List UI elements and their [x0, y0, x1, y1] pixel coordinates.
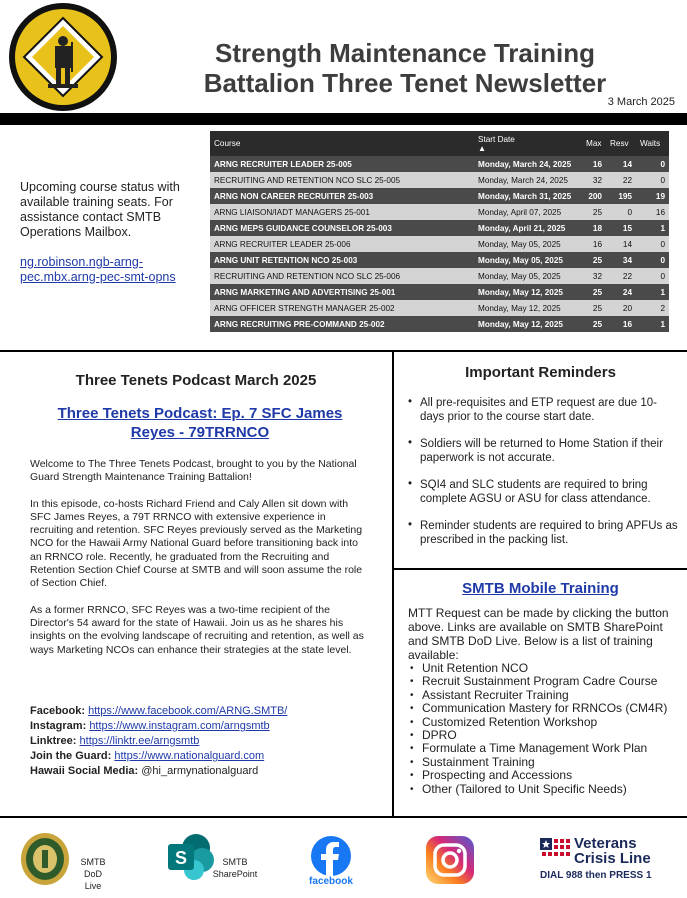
- list-item: • Other (Tailored to Unit Specific Needs): [410, 783, 680, 796]
- list-item: • SQI4 and SLC students are required to bring complete AGSU or ASU for class attendance.: [408, 478, 678, 506]
- cell-max: 16: [582, 156, 606, 172]
- podcast-episode-link[interactable]: Three Tenets Podcast: Ep. 7 SFC James Reyes - 79TRRNCO: [57, 405, 343, 441]
- svg-text:S: S: [174, 848, 188, 868]
- table-row: [210, 284, 669, 300]
- course-table-body: [210, 156, 669, 332]
- important-reminders-section: [394, 354, 687, 568]
- course-status-table: [210, 131, 669, 332]
- cell-max: 25: [582, 204, 606, 220]
- cell-max: 32: [582, 268, 606, 284]
- vcl-line3: DIAL 988 then PRESS 1: [540, 870, 652, 881]
- facebook-icon[interactable]: [311, 836, 351, 876]
- sort-ascending-icon: ▲: [478, 143, 487, 153]
- list-item: • Formulate a Time Management Work Plan: [410, 742, 680, 755]
- cell-start-date: Monday, April 21, 2025: [474, 220, 582, 236]
- cell-course: RECRUITING AND RETENTION NCO SLC 25-006: [210, 268, 474, 284]
- cell-course: ARNG UNIT RETENTION NCO 25-003: [210, 252, 474, 268]
- list-item: • Prospecting and Accessions: [410, 769, 680, 782]
- linktree-link[interactable]: https://linktr.ee/arngsmtb: [79, 735, 200, 747]
- list-item: • Sustainment Training: [410, 756, 680, 769]
- reminders-list: [408, 396, 678, 560]
- vcl-flag-icon: [540, 838, 570, 868]
- footer: [0, 818, 687, 898]
- table-header-row: [210, 131, 669, 156]
- cell-course: ARNG RECRUITING PRE-COMMAND 25-002: [210, 316, 474, 332]
- cell-max: 32: [582, 172, 606, 188]
- cell-course: ARNG RECRUITER LEADER 25-006: [210, 236, 474, 252]
- cell-start-date: Monday, May 12, 2025: [474, 284, 582, 300]
- list-item: • Unit Retention NCO: [410, 662, 680, 675]
- cell-waits: 1: [636, 284, 669, 300]
- cell-course: ARNG MARKETING AND ADVERTISING 25-001: [210, 284, 474, 300]
- cell-course: ARNG LIAISON/IADT MANAGERS 25-001: [210, 204, 474, 220]
- column-header-start-date[interactable]: Start Date ▲: [474, 131, 582, 156]
- header-divider-bar: [0, 113, 687, 125]
- instagram-link[interactable]: https://www.instagram.com/arngsmtb: [89, 720, 270, 732]
- cell-resv: 20: [606, 300, 636, 316]
- table-row: [210, 188, 669, 204]
- social-link-instagram: Instagram: https://www.instagram.com/arngsmtb: [30, 720, 270, 732]
- cell-max: 25: [582, 316, 606, 332]
- reminders-title: Important Reminders: [465, 364, 616, 381]
- list-item: • DPRO: [410, 729, 680, 742]
- cell-max: 25: [582, 300, 606, 316]
- social-link-linktree: Linktree: https://linktr.ee/arngsmtb: [30, 735, 200, 747]
- list-item: • Soldiers will be returned to Home Station if their paperwork is not accurate.: [408, 437, 678, 465]
- cell-waits: 0: [636, 156, 669, 172]
- cell-start-date: Monday, April 07, 2025: [474, 204, 582, 220]
- podcast-description: [30, 458, 370, 670]
- sharepoint-label: SMTB SharePoint: [212, 857, 258, 879]
- list-item: • Communication Mastery for RRNCOs (CM4R): [410, 702, 680, 715]
- table-row: [210, 268, 669, 284]
- facebook-label: facebook: [309, 876, 353, 887]
- cell-waits: 0: [636, 252, 669, 268]
- table-row: [210, 236, 669, 252]
- column-header-max[interactable]: Max: [582, 131, 606, 156]
- cell-resv: 195: [606, 188, 636, 204]
- cell-resv: 22: [606, 268, 636, 284]
- cell-resv: 0: [606, 204, 636, 220]
- cell-course: ARNG RECRUITER LEADER 25-005: [210, 156, 474, 172]
- cell-resv: 34: [606, 252, 636, 268]
- course-status-intro: [20, 180, 200, 285]
- section-divider: [0, 350, 687, 352]
- hawaii-social-handle: @hi_armynationalguard: [141, 765, 259, 777]
- training-list: [410, 662, 680, 796]
- cell-max: 200: [582, 188, 606, 204]
- table-row: [210, 300, 669, 316]
- table-row: [210, 204, 669, 220]
- cell-waits: 2: [636, 300, 669, 316]
- cell-waits: 1: [636, 316, 669, 332]
- cell-course: ARNG OFFICER STRENGTH MANAGER 25-002: [210, 300, 474, 316]
- mobile-training-link[interactable]: SMTB Mobile Training: [462, 580, 619, 597]
- newsletter-title: Strength Maintenance Training Battalion Three Tenet Newsletter: [203, 38, 607, 98]
- cell-start-date: Monday, May 12, 2025: [474, 300, 582, 316]
- cell-start-date: Monday, March 24, 2025: [474, 172, 582, 188]
- list-item: • Customized Retention Workshop: [410, 716, 680, 729]
- veterans-crisis-line-logo[interactable]: [540, 835, 680, 884]
- cell-resv: 16: [606, 316, 636, 332]
- smtb-seal-logo: [8, 2, 118, 112]
- cell-start-date: Monday, May 05, 2025: [474, 236, 582, 252]
- list-item: • Recruit Sustainment Program Cadre Course: [410, 675, 680, 688]
- table-row: [210, 156, 669, 172]
- podcast-paragraph: In this episode, co-hosts Richard Friend and Caly Allen sit down with SFC James Reyes, a 79T RRNCO with extensive experience in recruiting and retention. SFC Reyes previously served as the Marketing NCO for the Hawaii Army National Guard before transitioning back into an RRNCO role. Recently, he graduated from the Recruiting and Retention Section Chief Course at SMTB and will soon assume the role of Section Chief.: [30, 497, 363, 590]
- table-row: [210, 316, 669, 332]
- vcl-line1: Veterans: [574, 835, 637, 852]
- vcl-line2: Crisis Line: [574, 850, 651, 867]
- cell-max: 25: [582, 252, 606, 268]
- cell-waits: 0: [636, 268, 669, 284]
- cell-start-date: Monday, May 05, 2025: [474, 252, 582, 268]
- social-link-join-guard: Join the Guard: https://www.nationalguard.com: [30, 750, 265, 762]
- cell-course: ARNG NON CAREER RECRUITER 25-003: [210, 188, 474, 204]
- cell-resv: 15: [606, 220, 636, 236]
- mobile-training-intro: MTT Request can be made by clicking the button above. Links are available on SMTB SharePoint and SMTB DoD Live. Below is a list of training available:: [408, 606, 669, 662]
- list-item: • Reminder students are required to bring APFUs as prescribed in the packing list.: [408, 519, 678, 547]
- table-row: [210, 220, 669, 236]
- cell-course: ARNG MEPS GUIDANCE COUNSELOR 25-003: [210, 220, 474, 236]
- join-guard-link[interactable]: https://www.nationalguard.com: [114, 750, 265, 762]
- instagram-icon[interactable]: [426, 836, 474, 884]
- newsletter-header: [0, 0, 687, 116]
- podcast-section: [0, 354, 392, 816]
- sharepoint-icon[interactable]: [166, 832, 216, 882]
- cell-waits: 16: [636, 204, 669, 220]
- mobile-training-section: [394, 570, 687, 816]
- podcast-paragraph: As a former RRNCO, SFC Reyes was a two-time recipient of the Director's 54 award for the state of Hawaii. Join us as he shares his insights on the evolving landscape of recruiting and retention, as well as ways Marketing NCOs can enhance their strategies at the state level.: [30, 603, 364, 656]
- cell-resv: 24: [606, 284, 636, 300]
- cell-start-date: Monday, March 31, 2025: [474, 188, 582, 204]
- list-item: • All pre-requisites and ETP request are due 10-days prior to the course start date.: [408, 396, 678, 424]
- cell-resv: 22: [606, 172, 636, 188]
- cell-max: 16: [582, 236, 606, 252]
- column-header-resv[interactable]: Resv: [606, 131, 636, 156]
- cell-start-date: Monday, May 12, 2025: [474, 316, 582, 332]
- social-links: [30, 704, 370, 779]
- column-header-waits[interactable]: Waits: [636, 131, 669, 156]
- operations-mailbox-link[interactable]: ng.robinson.ngb-arng-pec.mbx.arng-pec-smt-opns: [20, 255, 176, 284]
- podcast-section-title: Three Tenets Podcast March 2025: [75, 372, 317, 389]
- cell-resv: 14: [606, 236, 636, 252]
- cell-start-date: Monday, May 05, 2025: [474, 268, 582, 284]
- cell-waits: 0: [636, 172, 669, 188]
- cell-max: 18: [582, 220, 606, 236]
- cell-start-date: Monday, March 24, 2025: [474, 156, 582, 172]
- cell-waits: 1: [636, 220, 669, 236]
- social-link-facebook: Facebook: https://www.facebook.com/ARNG.SMTB/: [30, 705, 288, 717]
- column-header-course[interactable]: Course: [210, 131, 474, 156]
- cell-course: RECRUITING AND RETENTION NCO SLC 25-005: [210, 172, 474, 188]
- dod-live-seal-icon[interactable]: [20, 832, 70, 886]
- cell-waits: 0: [636, 236, 669, 252]
- social-link-hawaii: Hawaii Social Media: @hi_armynationalguard: [30, 765, 259, 777]
- intro-text: Upcoming course status with available training seats. For assistance contact SMTB Operations Mailbox.: [20, 180, 180, 239]
- facebook-link[interactable]: https://www.facebook.com/ARNG.SMTB/: [88, 705, 288, 717]
- table-row: [210, 172, 669, 188]
- cell-max: 25: [582, 284, 606, 300]
- podcast-paragraph: Welcome to The Three Tenets Podcast, brought to you by the National Guard Strength Maintenance Training Battalion!: [30, 458, 357, 484]
- list-item: • Assistant Recruiter Training: [410, 689, 680, 702]
- cell-waits: 19: [636, 188, 669, 204]
- table-row: [210, 252, 669, 268]
- dod-live-label: SMTB DoD Live: [80, 857, 106, 891]
- cell-resv: 14: [606, 156, 636, 172]
- newsletter-date: 3 March 2025: [607, 96, 675, 108]
